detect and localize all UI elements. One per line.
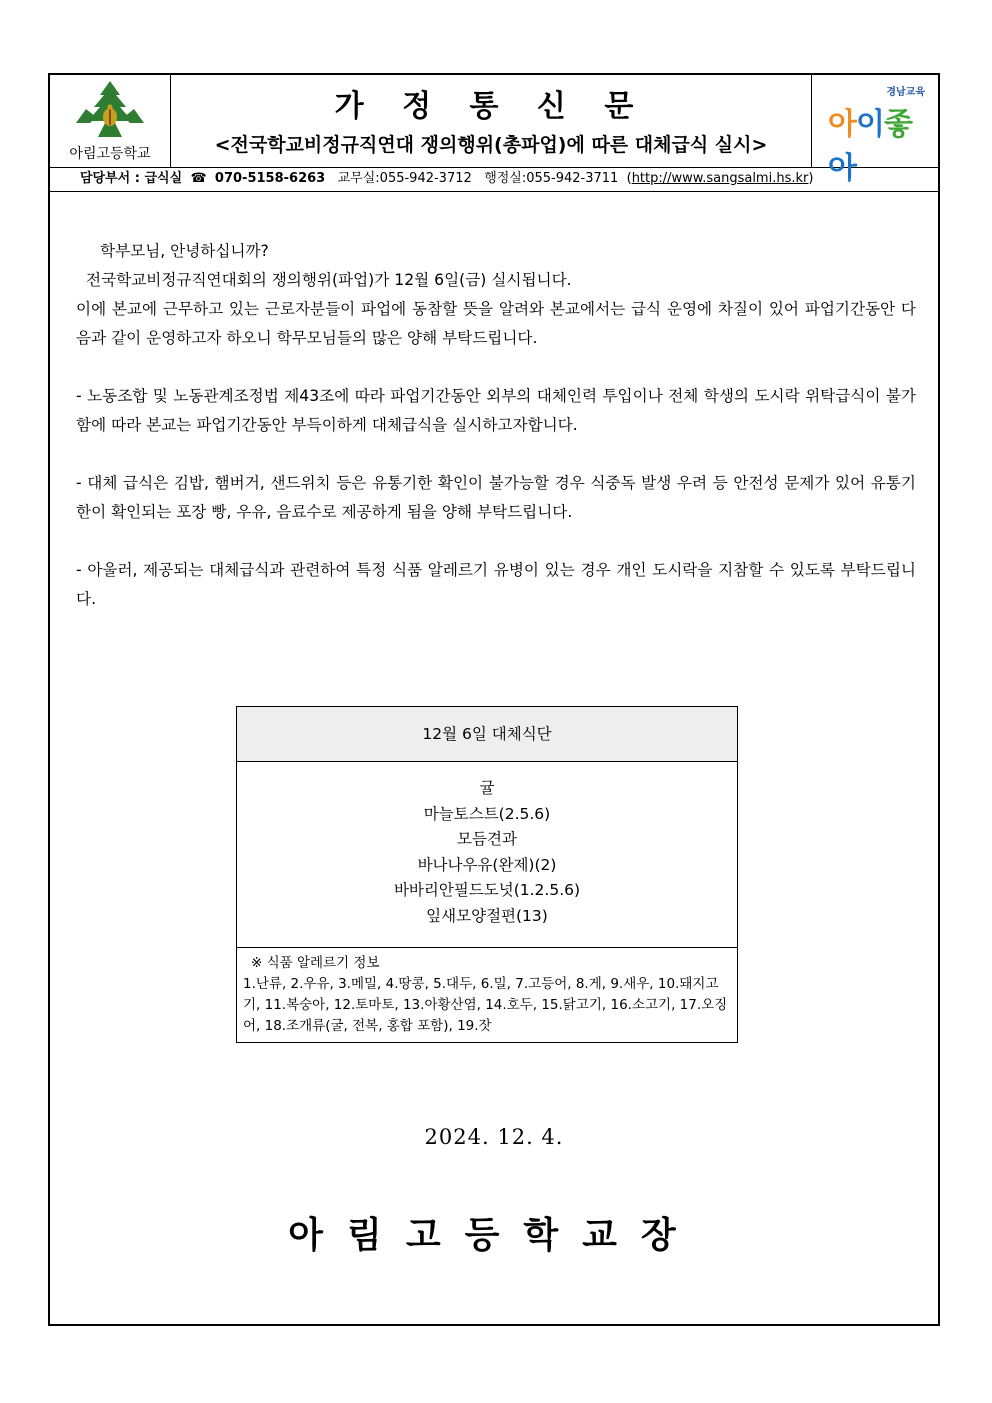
allergy-info (237, 948, 737, 1042)
menu-item: 잎새모양절편(13) (426, 906, 548, 925)
intro-paragraph: 이에 본교에 근무하고 있는 근로자분들이 파업에 동참할 뜻을 알려와 본교에서는 급식 운영에 차질이 있어 파업기간동안 다음과 같이 운영하고자 하오니 학무모님들의 많은 양해 부탁드립니다. (76, 300, 916, 347)
school-name: 아림고등학교 (69, 146, 151, 162)
intro-line: 전국학교비정규직연대회의 쟁의행위(파업)가 12월 6일(금) 실시됩니다. (86, 271, 572, 289)
document-frame (48, 73, 940, 1326)
allergy-title: ※ 식품 알레르기 정보 (251, 955, 380, 971)
page-title: 가 정 통 신 문 (334, 89, 648, 124)
allergy-list: 1.난류, 2.우유, 3.메밀, 4.땅콩, 5.대두, 6.밀, 7.고등어, 8.게, 9.새우, 10.돼지고기, 11.복숭아, 12.토마토, 13.아황산염, 14.호두, 15.닭고기, 16.소고기, 17.오징어, 18.조개류(굴, 전복, 홍합 포함), 19.잣 (243, 976, 728, 1034)
url-close-paren: ) (808, 171, 814, 186)
menu-item: 바나나우유(완제)(2) (417, 855, 557, 874)
admin-room-phone: 행정실:055-942-3711 (484, 171, 619, 186)
menu-item: 모듬견과 (457, 830, 517, 848)
menu-items (237, 762, 737, 948)
brand-letter: 이 (855, 107, 884, 142)
notice-paragraph-1: - 노동조합 및 노동관계조정법 제43조에 따라 파업기간동안 외부의 대체인력 투입이나 전체 학생의 도시락 위탁급식이 불가함에 따라 본교는 파업기간동안 부득이하게 대체급식을 실시하고자합니다. (76, 387, 916, 434)
contact-bar (50, 167, 938, 192)
menu-title: 12월 6일 대체식단 (237, 707, 737, 762)
brand-letter: 좋 (883, 107, 912, 142)
brand-caption: 경남교육 (886, 87, 925, 98)
notice-paragraph-2: - 대체 급식은 김밥, 햄버거, 샌드위치 등은 유통기한 확인이 불가능할 경우 식중독 발생 우려 등 안전성 문제가 있어 유통기한이 확인되는 포장 빵, 우유, 음료수로 제공하게 됨을 양해 부탁드립니다. (76, 474, 916, 521)
brand-letter: 아 (828, 151, 856, 186)
brand-logo-cell (811, 75, 939, 186)
brand-letter: 아 (828, 107, 856, 142)
letter-body (76, 237, 916, 614)
teacher-room-phone: 교무실:055-942-3712 (337, 171, 472, 186)
school-emblem-icon (72, 79, 148, 141)
menu-item: 바바리안필드도넛(1.2.5.6) (393, 881, 581, 899)
dept-phone: 070-5158-6263 (214, 171, 326, 186)
dept-label: 담당부서 : 급식실 (80, 171, 183, 186)
school-logo-cell (50, 75, 171, 167)
phone-icon: ☎ (186, 171, 211, 186)
title-cell (171, 75, 811, 167)
url-open-paren: ( (626, 171, 632, 186)
menu-item: 귤 (479, 779, 495, 797)
greeting: 학부모님, 안녕하십니까? (100, 242, 269, 260)
principal-signature: 아림고등학교장 (288, 1214, 700, 1256)
issue-date: 2024. 12. 4. (424, 1125, 564, 1149)
menu-item: 마늘토스트(2.5.6) (423, 804, 551, 823)
notice-paragraph-3: - 아울러, 제공되는 대체급식과 관련하여 특정 식품 알레르기 유병이 있는 경우 개인 도시락을 지참할 수 있도록 부탁드립니다. (76, 561, 916, 608)
school-website-link[interactable]: http://www.sangsalmi.hs.kr (631, 171, 809, 186)
page-subtitle: <전국학교비정규직연대 쟁의행위(총파업)에 따른 대체급식 실시> (214, 134, 768, 156)
menu-table (236, 706, 738, 1043)
